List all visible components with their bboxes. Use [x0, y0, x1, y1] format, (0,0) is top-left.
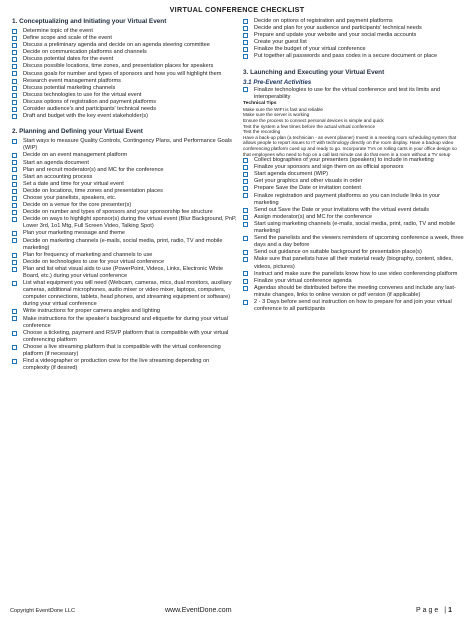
checkbox[interactable] — [12, 210, 17, 215]
checklist-item — [243, 53, 465, 60]
page-separator: | — [444, 607, 449, 614]
technical-tip: Make sure the server is working — [243, 112, 310, 118]
checklist-item-text: Decide on a venue for the core presenter(s) — [23, 202, 132, 209]
checklist-item — [243, 235, 465, 249]
checklist-item-text: Send out guidance on suitable background for presentation place(s) — [254, 249, 422, 256]
right-column — [243, 18, 465, 313]
checklist-item-text: Plan for frequency of marketing and channels to use — [23, 251, 153, 258]
checkbox[interactable] — [243, 26, 248, 31]
checkbox[interactable] — [12, 107, 17, 112]
checkbox[interactable] — [12, 36, 17, 41]
checkbox[interactable] — [12, 64, 17, 69]
checkbox[interactable] — [243, 33, 248, 38]
checklist-item — [12, 138, 237, 152]
checklist-item-text: Decide on ways to highlight sponsor(s) during the virtual event (Blur Background, PnP, Lower 3rd, 1o1 Mtg, Full Screen Video, Talking Spot) — [23, 216, 237, 230]
checklist-item — [243, 46, 465, 53]
checklist-item — [243, 193, 465, 207]
checkbox[interactable] — [243, 257, 248, 262]
checklist-item-text: Decide on options of registration and payment platforms — [254, 18, 393, 24]
checklist-item — [12, 266, 237, 280]
section-1-heading: 1. Conceptualizing and Initiating your Virtual Event — [12, 18, 167, 25]
checklist-item — [12, 42, 237, 49]
checklist-item-text: Choose a live streaming platform that is compatible with the virtual conferencing platform (if necessary) — [23, 343, 221, 358]
checkbox[interactable] — [12, 79, 17, 84]
website-link[interactable]: www.EventDone.com — [165, 607, 232, 614]
checklist-item-text: Finalize your virtual conference agenda — [254, 277, 352, 284]
checklist-item-text: Determine topic of the event — [23, 28, 93, 34]
left-column — [12, 18, 237, 372]
checkbox[interactable] — [12, 175, 17, 180]
checklist-item-text: Create your guest list — [254, 39, 307, 46]
checklist-item — [243, 32, 465, 39]
checklist-item-text: Finalize registration and payment platforms so you can include links in your marketing — [254, 192, 440, 206]
checkbox[interactable] — [243, 286, 248, 291]
checklist-item-text: Find a videographer or production crew for the live streaming depending on complexity (if desired) — [23, 358, 210, 372]
checklist-item — [243, 256, 465, 270]
technical-tip: Test the system a few times before the actual virtual conference — [243, 123, 376, 129]
checkbox[interactable] — [243, 279, 248, 284]
checklist-item — [12, 113, 237, 120]
checklist-item-text: Discuss potential marketing channels — [23, 84, 116, 91]
checklist-item-text: Get your graphics and other visuals in order — [254, 178, 363, 185]
checklist-item — [12, 230, 237, 237]
checklist-item — [12, 344, 237, 358]
checklist-item — [12, 63, 237, 70]
checklist-item-text: Prepare and update your website and your social media accounts — [254, 32, 417, 39]
checklist-item — [243, 278, 465, 285]
checklist-item — [12, 85, 237, 92]
checklist-item-text: Instruct and make sure the panelists know how to use video conferencing platform — [254, 270, 458, 277]
checklist-item — [12, 78, 237, 85]
checklist-item-text: Finalize your sponsors and sign them on as official sponsors — [254, 164, 404, 171]
checklist-item-text: Discuss goals for number and types of sponsors and how you will highlight them — [23, 70, 222, 77]
checkbox[interactable] — [12, 316, 17, 321]
technical-tips-list — [243, 107, 465, 157]
checkbox[interactable] — [243, 193, 248, 198]
checklist-item — [12, 259, 237, 266]
checklist-item-text: Finalize the budget of your virtual conference — [254, 46, 366, 53]
checkbox[interactable] — [12, 160, 17, 165]
checklist-item-text: Decide on marketing channels (e-mails, social media, print, radio, TV and mobile marketing) — [23, 237, 223, 251]
checkbox[interactable] — [243, 40, 248, 45]
checklist-item-text: Draft and budget with the key event stakeholder(s) — [23, 113, 148, 120]
checklist-item-text: Send the panelists and the viewers reminders of upcoming conference a week, three days and a day before — [254, 235, 464, 249]
section-3-heading: 3. Launching and Executing your Virtual Event — [243, 68, 385, 76]
section-1-list — [12, 28, 237, 120]
copyright-text: Copyright EventDone LLC — [10, 608, 75, 614]
checklist-item-text: Choose a ticketing, payment and RSVP platform that is compatible with your virtual conferencing platform — [23, 329, 229, 343]
checklist-item — [243, 285, 465, 299]
checklist-item — [12, 160, 237, 167]
checkbox[interactable] — [12, 182, 17, 187]
checklist-item — [243, 185, 465, 192]
document-title: VIRTUAL CONFERENCE CHECKLIST — [169, 5, 305, 14]
checklist-item — [12, 188, 237, 195]
checkbox[interactable] — [12, 57, 17, 62]
checklist-item — [243, 164, 465, 171]
checkbox[interactable] — [12, 281, 17, 286]
checklist-item-text: Start an agenda document — [23, 159, 89, 166]
checklist-item — [243, 271, 465, 278]
checkbox[interactable] — [12, 267, 17, 272]
checklist-item — [12, 56, 237, 63]
checkbox[interactable] — [12, 217, 17, 222]
checkbox[interactable] — [12, 29, 17, 34]
checklist-item-text: List what equipment you will need (Webcam, cameras, mics, dual monitors, auxiliary cameras, additional microphones, audio mixer or video mixer, laptops, computers, computer connections, tablets, head phones, and streaming equipment or software) during your virtual conference — [23, 280, 232, 308]
checkbox[interactable] — [243, 165, 248, 170]
checklist-item-text: Agendas should be distributed before the meeting convenes and include any last-minute changes, links to online version or pdf version (if applicable) — [254, 284, 456, 298]
checklist-item — [243, 25, 465, 32]
checklist-item — [243, 18, 465, 25]
checkbox[interactable] — [243, 300, 248, 305]
checklist-item-text: Start agenda document (WIP) — [254, 171, 328, 178]
checkbox[interactable] — [12, 43, 17, 48]
checkbox[interactable] — [12, 139, 17, 144]
checkbox[interactable] — [243, 179, 248, 184]
checklist-item-text: Write instructions for proper camera angles and lighting — [23, 308, 161, 315]
checklist-item-text: Choose your panelists, speakers, etc. — [23, 194, 117, 201]
checklist-item-text: Discuss potential dates for the event — [23, 56, 114, 63]
checkbox[interactable] — [243, 19, 248, 24]
checkbox[interactable] — [12, 71, 17, 76]
checklist-item — [12, 238, 237, 252]
checklist-item — [12, 316, 237, 330]
checkbox[interactable] — [12, 359, 17, 364]
checklist-item-text: Finalize technologies to use for the virtual conference and test its limits and interoperability — [254, 86, 440, 100]
checklist-item — [12, 49, 237, 56]
checkbox[interactable] — [12, 309, 17, 314]
checklist-item — [12, 181, 237, 188]
checklist-item-text: Make instructions for the speaker's background and etiquette for during your virtual conference — [23, 315, 229, 329]
checkbox[interactable] — [12, 167, 17, 172]
checklist-item-text: Start ways to measure Quality Controls, Contingency Plans, and Performance Goals (WIP) — [23, 138, 232, 152]
checklist-item — [12, 209, 237, 216]
checklist-item — [12, 99, 237, 106]
checklist-item — [12, 167, 237, 174]
checkbox[interactable] — [12, 260, 17, 265]
checklist-item — [243, 299, 465, 313]
checklist-item — [243, 207, 465, 214]
checklist-item-text: Make sure that panelists have all their material ready (biography, content, slides, videos, pictures) — [254, 256, 453, 270]
checkbox[interactable] — [12, 203, 17, 208]
checklist-item-text: Decide on locations, time zones and presentation places — [23, 187, 163, 194]
checklist-item — [12, 216, 237, 230]
checklist-item-text: 2 - 3 Days before send out instruction on how to prepare for and join your virtual conference to all participants — [254, 298, 452, 313]
checkbox[interactable] — [12, 253, 17, 258]
technical-tip: Ensure the process to connect personal devices is simple and quick — [243, 117, 384, 123]
checklist-item-text: Discuss possible locations, time zones, and presentation places for speakers — [23, 63, 214, 70]
checklist-item-text: Define scope and scale of the event — [23, 35, 112, 42]
checklist-item — [12, 92, 237, 99]
checklist-item — [12, 174, 237, 181]
checkbox[interactable] — [12, 114, 17, 119]
page-indicator — [416, 607, 452, 614]
checkbox[interactable] — [12, 231, 17, 236]
checkbox[interactable] — [243, 215, 248, 220]
checklist-item — [12, 202, 237, 209]
checkbox[interactable] — [243, 47, 248, 52]
checkbox[interactable] — [12, 189, 17, 194]
section-3-list — [243, 157, 465, 313]
checklist-item-text: Plan and recruit moderator(s) and MC for the conference — [23, 166, 164, 173]
checklist-item — [12, 35, 237, 42]
page-number: 1 — [448, 607, 452, 614]
technical-tips-title: Technical Tips — [243, 100, 277, 106]
checkbox[interactable] — [12, 196, 17, 201]
checklist-item — [12, 28, 237, 35]
checklist-item — [12, 71, 237, 78]
checklist-item-text: Start an accounting process — [23, 173, 93, 180]
checkbox[interactable] — [12, 93, 17, 98]
section-3-1-heading: 3.1 Pre-Event Activities — [243, 78, 312, 86]
checklist-item-text: Plan and list what visual aids to use (PowerPoint, Videos, Links, Electronic White Board, etc.) during your virtual conference — [23, 265, 224, 279]
technical-tip: Test the recording — [243, 129, 281, 135]
checklist-item — [243, 249, 465, 256]
checkbox[interactable] — [243, 158, 248, 163]
checkbox[interactable] — [12, 50, 17, 55]
checklist-item — [12, 358, 237, 372]
page-label: Page — [415, 607, 441, 614]
checklist-item-text: Decide on communication platforms and channels — [23, 49, 147, 56]
checklist-item-text: Decide on an event management platform — [23, 152, 128, 159]
checklist-item-text: Decide and plan for your audience and participants' technical needs — [254, 25, 422, 32]
checkbox[interactable] — [243, 250, 248, 255]
technical-tip: Make sure the WIFI is fast and reliable — [243, 106, 323, 112]
checkbox[interactable] — [243, 271, 248, 276]
checklist-item — [12, 106, 237, 113]
continued-section-2-list — [243, 18, 465, 61]
checkbox[interactable] — [243, 87, 248, 92]
checkbox[interactable] — [243, 222, 248, 227]
checklist-item — [243, 39, 465, 46]
checklist-item-text: Plan your marketing message and theme — [23, 230, 125, 237]
checklist-item-text: Start using marketing channels (e-mails, social media, print, radio, TV and mobile marketing) — [254, 220, 456, 235]
checkbox[interactable] — [12, 345, 17, 350]
checklist-item-text: Consider audience's and participants' technical needs — [23, 106, 157, 113]
checkbox[interactable] — [12, 100, 17, 105]
checklist-item-text: Decide on technologies to use for your virtual conference — [23, 258, 165, 265]
checkbox[interactable] — [12, 86, 17, 91]
section-3-pre-tips-list — [243, 87, 465, 101]
checklist-item-text: Discuss technologies to use for the virtual event — [23, 91, 142, 98]
checkbox[interactable] — [12, 331, 17, 336]
checkbox[interactable] — [243, 54, 248, 59]
checklist-item — [243, 214, 465, 221]
section-2-heading: 2. Planning and Defining your Virtual Event — [12, 128, 143, 136]
checklist-item-text: Prepare Save the Date or invitation content — [254, 185, 361, 192]
checklist-item-text: Discuss options of registration and payment platforms — [23, 98, 157, 105]
checklist-item — [12, 195, 237, 202]
checklist-item — [12, 280, 237, 308]
checklist-item-text: Put together all passwords and pass codes in a secure document or place — [254, 53, 438, 60]
checklist-item-text: Send out Save the Date or your invitations with the virtual event details — [254, 206, 430, 213]
section-2-list — [12, 138, 237, 372]
checklist-item-text: Collect biographies of your presenters (speakers) to include in marketing — [254, 157, 434, 164]
checklist-item-text: Discuss a preliminary agenda and decide on an agenda steering committee — [23, 42, 210, 49]
technical-tip: Have a back-up plan (a technician - an event planner) Invest in a meeting room scheduling system that allows people to report issues to IT with technology directly on the room display. Have a backup video conferencing platform cued up and ready to go. Incorporate TVs on rolling carts in your office design so that employees who need to hop on a call last minute can do that even in a room without a TV setup — [243, 134, 457, 157]
checklist-item — [12, 252, 237, 259]
checklist-item — [243, 178, 465, 185]
checkbox[interactable] — [243, 186, 248, 191]
checkbox[interactable] — [243, 172, 248, 177]
checklist-item — [12, 330, 237, 344]
checkbox[interactable] — [243, 236, 248, 241]
checklist-item — [243, 157, 465, 164]
checkbox[interactable] — [12, 153, 17, 158]
checklist-item — [243, 87, 465, 101]
checklist-item — [12, 308, 237, 315]
checklist-item — [243, 221, 465, 235]
checklist-item-text: Research event management platforms — [23, 77, 121, 84]
checklist-item-text: Assign moderator(s) and MC for the conference — [254, 213, 373, 220]
checkbox[interactable] — [243, 208, 248, 213]
checklist-item-text: Set a date and time for your virtual event — [23, 180, 124, 187]
checklist-item-text: Decide on number and types of sponsors and your sponsorship fee structure — [23, 209, 213, 216]
checklist-item — [12, 152, 237, 159]
checkbox[interactable] — [12, 238, 17, 243]
checklist-item — [243, 171, 465, 178]
